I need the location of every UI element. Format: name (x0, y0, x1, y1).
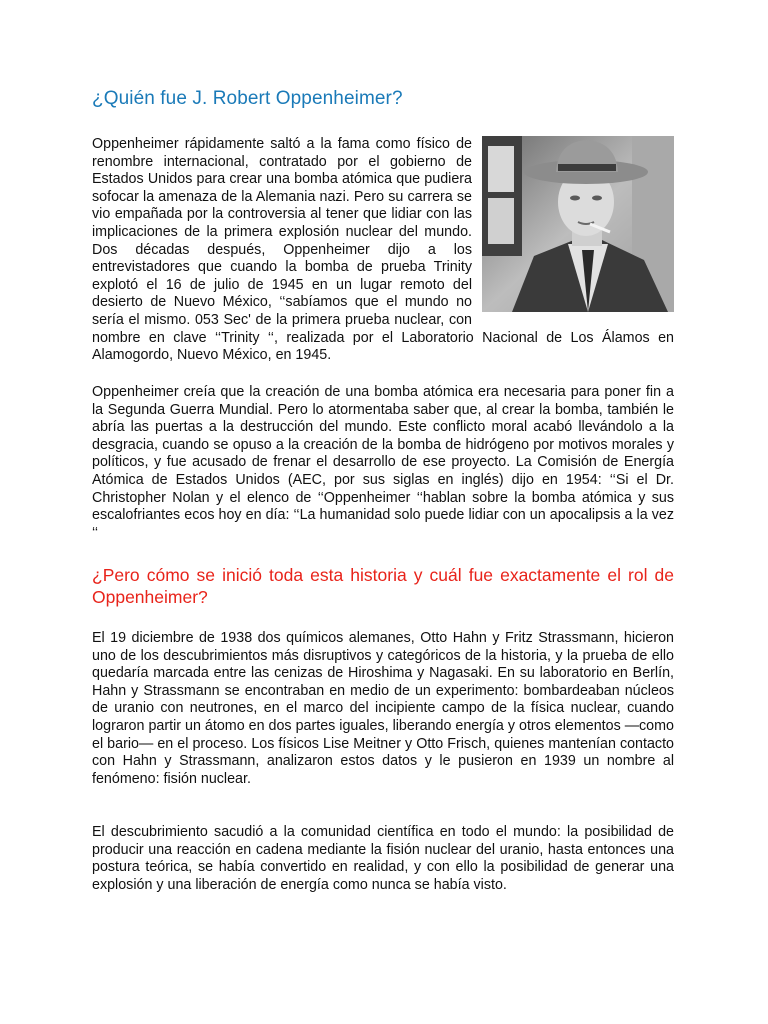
paragraph-moral-conflict: Oppenheimer creía que la creación de una bomba atómica era necesaria para poner fin a la Segunda Guerra Mundial. Pero lo atormentaba saber que, al crear la bomba, también le abría las puertas a la destrucción del mundo. Este conflicto moral acabó llevándolo a la desgracia, cuando se opuso a la creación de la bomba de hidrógeno por motivos morales y políticos, y fue acusado de frenar el desarrollo de ese proyecto. La Comisión de Energía Atómica de Estados Unidos (AEC, por sus siglas en inglés) dijo en 1954: ‘‘Si el Dr. Christopher Nolan y el elenco de ‘‘Oppenheimer ‘‘hablan sobre la bomba atómica y sus escalofriantes ecos hoy en día: ‘‘La humanidad solo puede lidiar con un apocalipsis a la vez ‘‘ (92, 384, 674, 541)
paragraph-intro: Oppenheimer rápidamente saltó a la fama como físico de renombre internacional, contratado por el gobierno de Estados Unidos para crear una bomba atómica que pudiera sofocar la amenaza de la Alemania nazi. Pero su carrera se vio empañada por la controversia al tener que lidiar con las implicaciones de la primera explosión nuclear del mundo. Dos décadas después, Oppenheimer dijo a los entrevistadores que cuando la bomba de prueba Trinity explotó el 16 de julio de 1945 en un lugar remoto del desierto de Nuevo México, ‘‘sabíamos que el mundo no sería el mismo. 053 Sec' de la primera prueba nuclear, con nombre en clave ‘‘Trinity ‘‘, realizada por el Laboratorio Nacional de Los Álamos en Alamogordo, Nuevo México, en 1945. (92, 136, 674, 364)
portrait-image (482, 136, 674, 312)
page-title: ¿Quién fue J. Robert Oppenheimer? (92, 88, 403, 109)
paragraph-impact: El descubrimiento sacudió a la comunidad científica en todo el mundo: la posibilidad de producir una reacción en cadena mediante la fisión nuclear del uranio, hasta entonces una postura teórica, se había convertido en realidad, y con ello la posibilidad de generar una explosión y una liberación de energía como nunca se había visto. (92, 824, 674, 893)
paragraph-discovery: El 19 diciembre de 1938 dos químicos alemanes, Otto Hahn y Fritz Strassmann, hicieron uno de los descubrimientos más disruptivos y categóricos de la historia, y la prueba de ello quedaría marcada entre las cenizas de Hiroshima y Nagasaki. En su laboratorio en Berlín, Hahn y Strassmann se encontraban en medio de un experimento: bombardeaban núcleos de uranio con neutrones, en el marco del incipiente campo de la física nuclear, cuando lograron partir un átomo en dos partes iguales, liberando energía y otros elementos —como el bario— en el proceso. Los físicos Lise Meitner y Otto Frisch, quienes mantenían contacto con Hahn y Strassmann, analizaron estos datos y le pusieron en 1939 un nombre al fenómeno: fisión nuclear. (92, 630, 674, 787)
oppenheimer-photo (482, 136, 674, 312)
section-subheading: ¿Pero cómo se inició toda esta historia y cuál fue exactamente el rol de Oppenheimer? (92, 565, 674, 607)
intro-section (92, 136, 674, 365)
